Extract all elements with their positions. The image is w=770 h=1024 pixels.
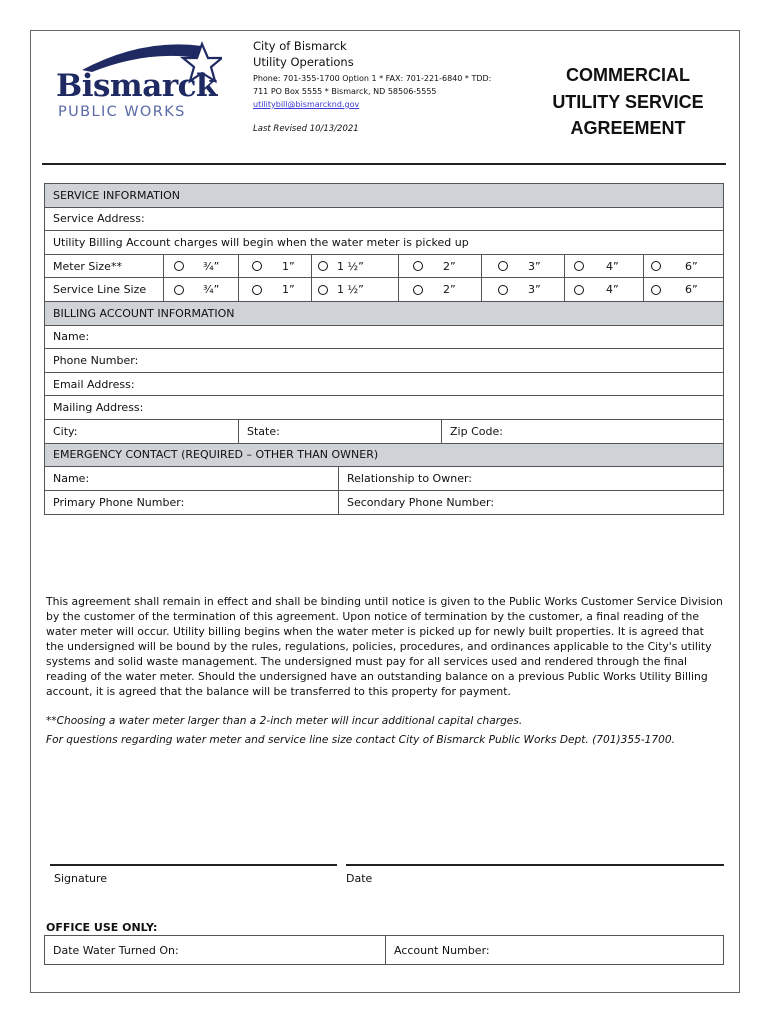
radio-icon[interactable] (651, 285, 661, 295)
logo-wordmark: Bismarck (56, 68, 218, 104)
line-option[interactable] (311, 278, 398, 301)
section-header-billing (45, 302, 723, 326)
section-title: SERVICE INFORMATION (53, 188, 180, 202)
phone-line: Phone: 701-355-1700 Option 1 * FAX: 701-221-6840 * TDD: (253, 74, 492, 83)
radio-icon[interactable] (174, 261, 184, 271)
mailing-address-label: Mailing Address: (53, 401, 144, 415)
radio-icon[interactable] (413, 261, 423, 271)
service-address-label: Service Address: (53, 212, 145, 226)
line-option[interactable] (238, 278, 311, 301)
radio-icon[interactable] (574, 261, 584, 271)
date-water-on-field[interactable]: Date Water Turned On: (45, 936, 386, 964)
service-line-label: Service Line Size (53, 283, 147, 297)
title-line-1: COMMERCIAL (566, 65, 690, 85)
signature-line[interactable] (50, 864, 337, 866)
bismarck-public-works-logo (52, 40, 222, 125)
billing-city-state-zip-row (45, 420, 723, 444)
billing-phone-row[interactable] (45, 349, 723, 373)
radio-icon[interactable] (252, 285, 262, 295)
billing-email-row[interactable] (45, 373, 723, 397)
phone-label: Phone Number: (53, 353, 139, 367)
radio-icon[interactable] (318, 285, 328, 295)
radio-icon[interactable] (174, 285, 184, 295)
section-header-service (45, 184, 723, 208)
revision-date: Last Revised 10/13/2021 (253, 124, 359, 134)
relationship-field[interactable]: Relationship to Owner: (338, 467, 723, 490)
meter-size-note: **Choosing a water meter larger than a 2-inch meter will incur additional capital charges. (46, 715, 523, 727)
office-use-table (44, 935, 724, 965)
emergency-name-field[interactable]: Name: (53, 471, 90, 485)
contact-note: For questions regarding water meter and service line size contact City of Bismarck Public Works Dept. (701)355-1700. (46, 734, 675, 746)
option-label: 3” (528, 259, 541, 273)
title-line-2: UTILITY SERVICE (552, 91, 704, 112)
account-number-field[interactable]: Account Number: (394, 943, 490, 957)
logo-subtitle: PUBLIC WORKS (58, 104, 186, 120)
meter-size-label: Meter Size** (53, 259, 122, 273)
option-label: 6” (685, 259, 698, 273)
email-link[interactable]: utilitybill@bismarcknd.gov (253, 100, 360, 109)
emergency-phone-row (45, 491, 723, 515)
billing-name-row[interactable] (45, 326, 723, 350)
option-label: 1” (282, 283, 295, 297)
primary-phone-field[interactable]: Primary Phone Number: (53, 496, 185, 510)
secondary-phone-field[interactable]: Secondary Phone Number: (338, 491, 723, 515)
zip-code-field[interactable]: Zip Code: (441, 420, 723, 443)
city-name: City of Bismarck (253, 39, 347, 53)
radio-icon[interactable] (252, 261, 262, 271)
meter-option[interactable] (481, 255, 564, 278)
date-label: Date (346, 872, 373, 885)
option-label: 1” (282, 259, 295, 273)
service-address-row[interactable] (45, 208, 723, 232)
option-label: 1 ½” (337, 283, 364, 297)
option-label: 4” (606, 283, 619, 297)
radio-icon[interactable] (318, 261, 328, 271)
header-divider (42, 163, 726, 165)
address-line: 711 PO Box 5555 * Bismarck, ND 58506-5555 (253, 87, 437, 96)
meter-option[interactable] (238, 255, 311, 278)
option-label: ¾” (203, 259, 220, 273)
line-option[interactable] (398, 278, 481, 301)
billing-note: Utility Billing Account charges will begin when the water meter is picked up (53, 235, 469, 249)
radio-icon[interactable] (498, 261, 508, 271)
agreement-paragraph: This agreement shall remain in effect and shall be binding until notice is given to the Public Works Customer Service Division by the customer of the termination of this agreement. Upon notice of termination by the customer, a final reading of the water meter will occur. Utility billing begins when the water meter is picked up for newly built properties. It is agreed that the undersigned will be bound by the rules, regulations, policies, procedures, and ordinances applicable to the City's utility systems and solid waste management. The undersigned must pay for all services used and rendered through the final reading of the water meter. Should the undersigned have an outstanding balance on a previous Public Works Utility Billing account, it is agreed that the balance will be transferred to this property for payment. (46, 595, 723, 698)
meter-size-row (45, 255, 723, 279)
section-header-emergency (45, 444, 723, 468)
emergency-name-row (45, 467, 723, 491)
document-title (540, 62, 716, 142)
option-label: ¾” (203, 283, 220, 297)
office-use-heading: OFFICE USE ONLY: (46, 921, 158, 934)
service-form-table (44, 183, 724, 515)
billing-note-row (45, 231, 723, 255)
line-option[interactable] (564, 278, 643, 301)
meter-option[interactable] (564, 255, 643, 278)
option-label: 1 ½” (337, 259, 364, 273)
email-label: Email Address: (53, 377, 135, 391)
department-name: Utility Operations (253, 55, 354, 69)
meter-option[interactable] (643, 255, 723, 278)
meter-option[interactable] (163, 255, 238, 278)
signature-label: Signature (54, 872, 108, 885)
title-line-3: AGREEMENT (570, 118, 686, 138)
city-field[interactable]: City: (53, 424, 78, 438)
billing-mailing-row[interactable] (45, 396, 723, 420)
option-label: 3” (528, 283, 541, 297)
service-line-size-row (45, 278, 723, 302)
state-field[interactable]: State: (238, 420, 441, 443)
line-option[interactable] (163, 278, 238, 301)
radio-icon[interactable] (651, 261, 661, 271)
line-option[interactable] (481, 278, 564, 301)
line-option[interactable] (643, 278, 723, 301)
option-label: 6” (685, 283, 698, 297)
option-label: 2” (443, 283, 456, 297)
radio-icon[interactable] (498, 285, 508, 295)
radio-icon[interactable] (574, 285, 584, 295)
section-title: BILLING ACCOUNT INFORMATION (53, 306, 235, 320)
contact-block (253, 38, 543, 134)
section-title: EMERGENCY CONTACT (REQUIRED – OTHER THAN OWNER) (53, 448, 379, 462)
radio-icon[interactable] (413, 285, 423, 295)
date-line[interactable] (346, 864, 724, 866)
meter-option[interactable] (311, 255, 398, 278)
option-label: 4” (606, 259, 619, 273)
option-label: 2” (443, 259, 456, 273)
meter-option[interactable] (398, 255, 481, 278)
name-label: Name: (53, 330, 90, 344)
